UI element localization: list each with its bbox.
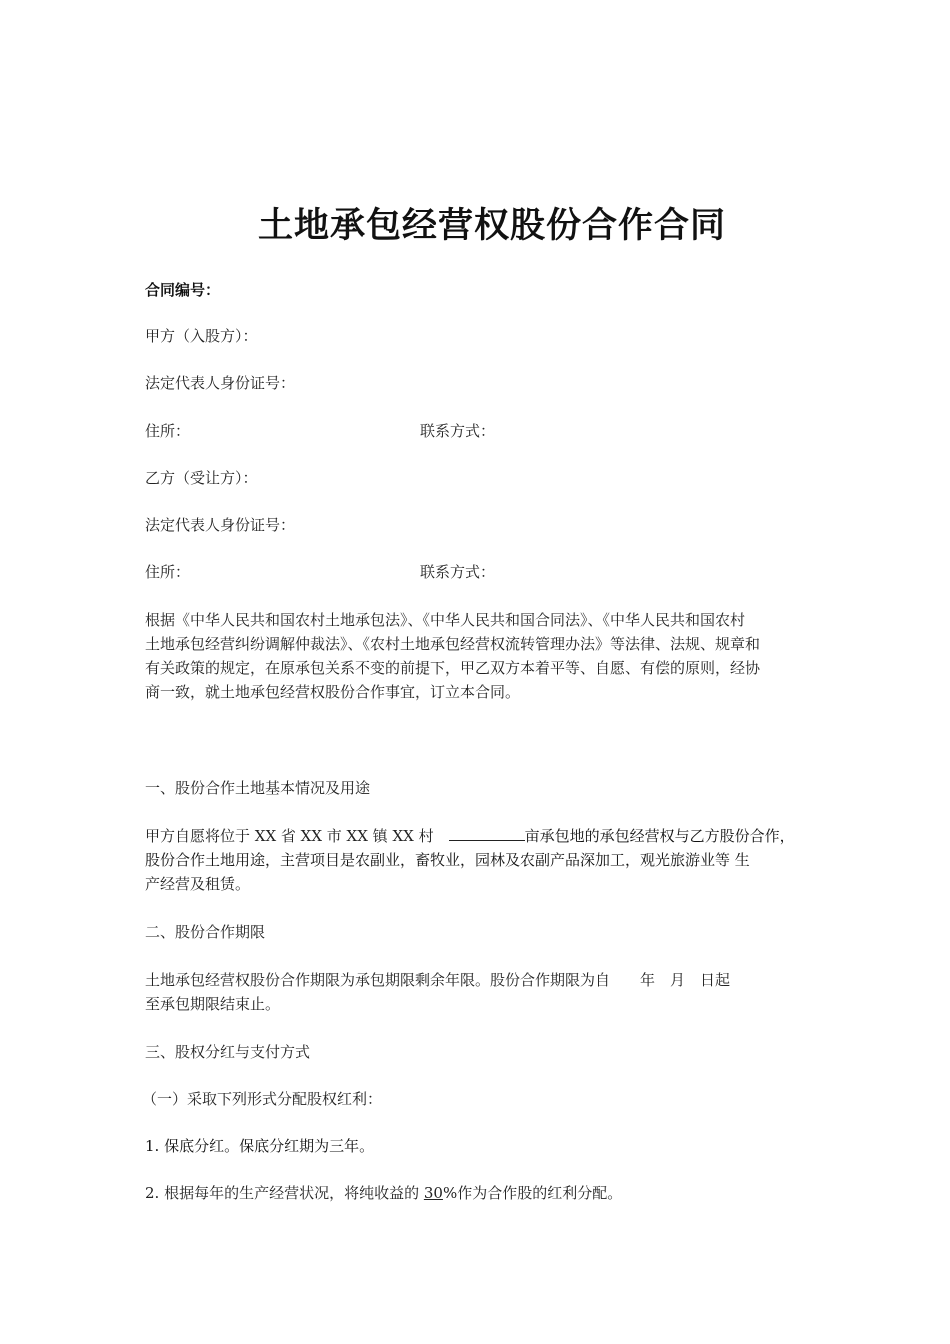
party-b-label: 乙方（受让方）： <box>145 469 258 487</box>
section-1-line1-suffix: 亩承包地的承包经营权与乙方股份合作， <box>524 827 795 845</box>
section-1-paragraph <box>145 824 807 896</box>
section-2-line1: 土地承包经营权股份合作期限为承包期限剩余年限。股份合作期限为自 年 月 日起 <box>145 971 731 989</box>
contract-number-label: 合同编号： <box>145 281 221 299</box>
party-a-contact-label: 联系方式： <box>420 422 496 440</box>
party-b-id-label: 法定代表人身份证号： <box>145 516 296 534</box>
section-1-line1-prefix: 甲方自愿将位于 XX 省 XX 市 XX 镇 XX 村 <box>145 827 434 845</box>
section-2-paragraph <box>145 968 807 1016</box>
section-3-heading: 三、股权分红与支付方式 <box>145 1043 311 1061</box>
section-2-heading: 二、股份合作期限 <box>145 923 266 941</box>
acreage-blank <box>449 825 525 841</box>
party-a-address-label: 住所： <box>145 422 191 440</box>
party-b-address-label: 住所： <box>145 563 191 581</box>
dividend-item-2 <box>145 1181 622 1205</box>
section-1-line2: 股份合作土地用途，主营项目是农副业，畜牧业，园林及农副产品深加工，观光旅游业等 生 <box>145 851 750 869</box>
party-a-label: 甲方（入股方）： <box>145 327 258 345</box>
dividend-item-2-prefix: 2. 根据每年的生产经营状况，将纯收益的 <box>145 1184 424 1202</box>
party-a-id-label: 法定代表人身份证号： <box>145 374 296 392</box>
preamble-paragraph <box>145 608 807 704</box>
dividend-item-1: 1. 保底分红。保底分红期为三年。 <box>145 1137 375 1155</box>
section-1-line3: 产经营及租赁。 <box>145 875 251 893</box>
dividend-percent: 30 <box>423 1184 443 1202</box>
preamble-line: 有关政策的规定，在原承包关系不变的前提下，甲乙双方本着平等、自愿、有偿的原则，经协 <box>145 659 761 677</box>
section-1-heading: 一、股份合作土地基本情况及用途 <box>145 779 371 797</box>
section-3-subheading: （一）采取下列形式分配股权红利： <box>142 1090 383 1108</box>
document-title: 土地承包经营权股份合作合同 <box>257 206 726 246</box>
party-b-contact-label: 联系方式： <box>420 563 496 581</box>
section-2-line2: 至承包期限结束止。 <box>145 995 281 1013</box>
preamble-line: 土地承包经营纠纷调解仲裁法》、《农村土地承包经营权流转管理办法》等法律、法规、规章和 <box>145 635 761 653</box>
preamble-line: 商一致，就土地承包经营权股份合作事宜，订立本合同。 <box>145 683 521 701</box>
preamble-line: 根据《中华人民共和国农村土地承包法》、《中华人民共和国合同法》、《中华人民共和国农村 <box>145 611 746 629</box>
dividend-item-2-suffix: %作为合作股的红利分配。 <box>442 1184 623 1202</box>
